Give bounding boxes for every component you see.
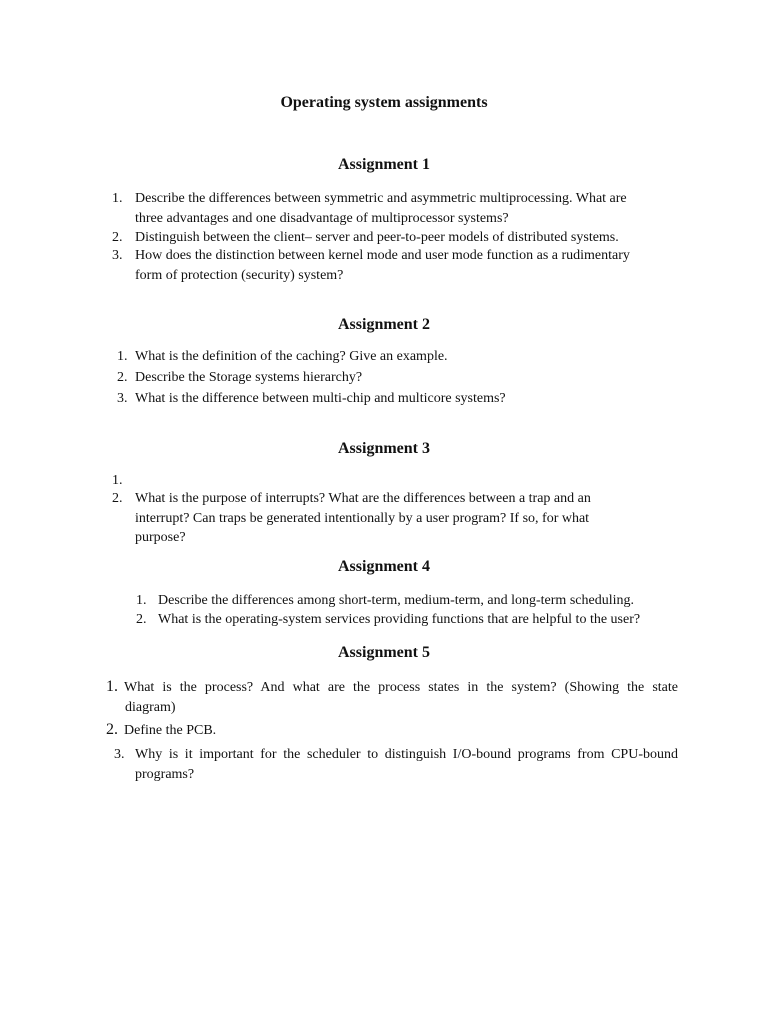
- question-number: 2.: [117, 370, 128, 385]
- question-text: Define the PCB.: [124, 723, 217, 738]
- assignment-2-heading: Assignment 2: [337, 316, 430, 333]
- question-text: What is the process? And what are the process states in the system? (Showing the state diagram): [124, 680, 678, 715]
- document-title: Operating system assignments: [280, 94, 488, 111]
- question-number: 2.: [112, 491, 123, 506]
- question-text: Describe the differences between symmetric and asymmetric multiprocessing. What are three advantages and one disadvantage of multiprocessor systems?: [135, 191, 627, 226]
- question-number: 2.: [136, 612, 147, 627]
- question-number: 3.: [114, 747, 125, 762]
- question-text: What is the purpose of interrupts? What are the differences between a trap and an interrupt? Can traps be generated intentionally by a user program? If so, for what purpose?: [135, 491, 591, 545]
- question-text: What is the definition of the caching? Give an example.: [135, 349, 448, 364]
- question-text: Why is it important for the scheduler to distinguish I/O-bound programs from CPU-bound programs?: [135, 747, 678, 782]
- question-text: What is the difference between multi-chip and multicore systems?: [135, 391, 506, 406]
- question-number: 3.: [117, 391, 128, 406]
- question-number: 1.: [117, 349, 128, 364]
- question-number: 3.: [112, 248, 123, 263]
- question-text: What is the operating-system services providing functions that are helpful to the user?: [158, 612, 641, 627]
- assignment-1-heading: Assignment 1: [337, 156, 430, 173]
- question-text: Describe the differences among short-term, medium-term, and long-term scheduling.: [158, 593, 634, 608]
- question-number: 1.: [112, 191, 123, 206]
- assignment-4-heading: Assignment 4: [337, 558, 430, 575]
- question-text: How does the distinction between kernel mode and user mode function as a rudimentary form of protection (security) system?: [135, 248, 630, 283]
- question-number: 1.: [112, 473, 123, 488]
- assignment-5-heading: Assignment 5: [337, 644, 430, 661]
- assignment-3-heading: Assignment 3: [337, 440, 430, 457]
- question-number: 1.: [106, 678, 118, 695]
- question-number: 2.: [106, 721, 118, 738]
- question-text: Distinguish between the client– server and peer-to-peer models of distributed systems.: [135, 230, 619, 245]
- question-text: Describe the Storage systems hierarchy?: [135, 370, 363, 385]
- question-number: 2.: [112, 230, 123, 245]
- question-number: 1.: [136, 593, 147, 608]
